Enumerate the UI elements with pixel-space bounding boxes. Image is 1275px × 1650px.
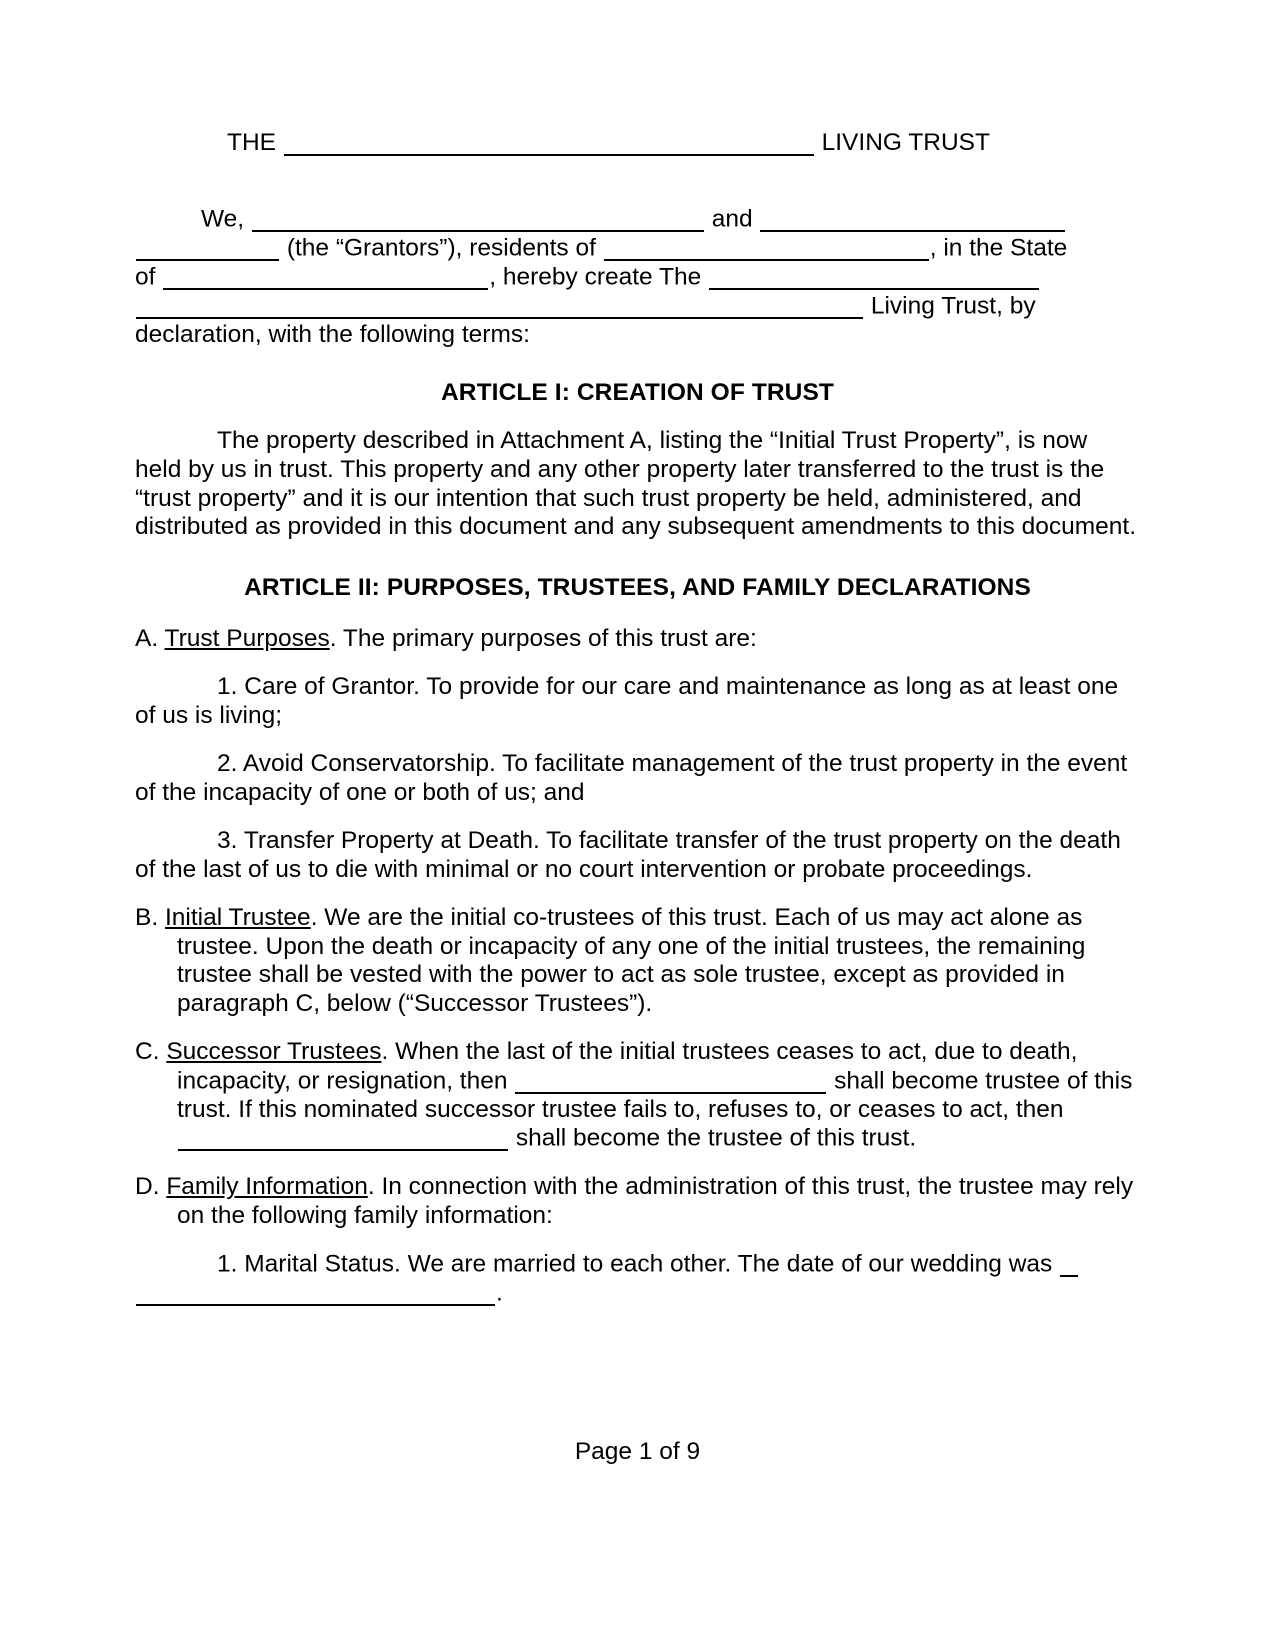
item-text: To provide for our care and maintenance as long as at least one of us is living;: [135, 673, 1119, 729]
title-suffix: LIVING TRUST: [821, 129, 990, 156]
section-a: [135, 625, 1140, 654]
intro-line-4: [135, 292, 1140, 321]
section-c-term: Successor Trustees: [166, 1038, 382, 1066]
item-text: To facilitate transfer of the trust property on the death of the last of us to die with minimal or no court intervention or probate proceedings.: [135, 827, 1121, 883]
item-text-1: We are married to each other. The date of our wedding was: [407, 1250, 1053, 1278]
blank-trust-name-title[interactable]: [284, 129, 814, 156]
blank-state[interactable]: [163, 263, 488, 290]
intro-livingtrust-label: Living Trust, by: [870, 292, 1036, 320]
item-text: To facilitate management of the trust property in the event of the incapacity of one or both of us; and: [135, 750, 1128, 806]
section-c-letter: C.: [135, 1038, 160, 1066]
section-b-letter: B.: [135, 904, 159, 932]
intro-line-2: [135, 234, 1140, 263]
intro-line-1: [135, 205, 1140, 234]
section-c-text-3: shall become the trustee of this trust.: [515, 1124, 917, 1152]
intro-paragraph: [135, 205, 1140, 349]
section-a-item-3: [135, 827, 1140, 884]
section-a-item-1: [135, 673, 1140, 730]
section-a-term: Trust Purposes: [164, 624, 330, 652]
document-title: [135, 128, 1140, 157]
item-number: 2.: [217, 750, 238, 778]
section-d-term: Family Information: [166, 1173, 368, 1201]
section-b-term: Initial Trustee: [164, 904, 311, 932]
section-b-text: . We are the initial co-trustees of this trust. Each of us may act alone as trustee. Upon the death or incapacity of any one of the initial trustees, the remaining trustee shall be vested with the power to act as sole trustee, except as provided in paragraph C, below (“Successor Trustees”).: [177, 904, 1086, 1017]
intro-grantors-label: (the “Grantors”), residents of: [286, 234, 596, 262]
article-1-heading: ARTICLE I: CREATION OF TRUST: [441, 379, 834, 407]
section-c: [135, 1038, 1140, 1153]
section-d-text: . In connection with the administration of this trust, the trustee may rely on the following family information:: [177, 1173, 1134, 1229]
item-title: Care of Grantor.: [244, 673, 420, 701]
intro-we-label: We,: [201, 205, 245, 233]
section-c-text-2: shall become trustee of this trust. If this nominated successor trustee fails to, refuses to, or ceases to act, then: [177, 1067, 1133, 1123]
section-a-item-2: [135, 750, 1140, 807]
item-number: 3.: [217, 827, 238, 855]
section-a-letter: A.: [135, 624, 159, 652]
item-title: Transfer Property at Death.: [243, 827, 540, 855]
section-d-letter: D.: [135, 1173, 160, 1201]
intro-and-label: and: [711, 205, 753, 233]
intro-line-5: declaration, with the following terms:: [135, 320, 530, 348]
blank-residence-city[interactable]: [604, 234, 929, 261]
item-title: Marital Status.: [244, 1250, 401, 1278]
title-prefix: THE: [227, 129, 276, 156]
section-d: [135, 1173, 1140, 1230]
blank-grantor-one[interactable]: [252, 205, 704, 232]
blank-grantor-two[interactable]: [760, 205, 1065, 232]
item-text-2: .: [496, 1279, 503, 1307]
intro-of-label: of: [135, 263, 156, 291]
item-number: 1.: [217, 673, 238, 701]
blank-wedding-date[interactable]: [136, 1279, 495, 1306]
blank-wedding-date-start[interactable]: [1060, 1250, 1078, 1277]
item-title: Avoid Conservatorship.: [242, 750, 496, 778]
section-d-item-1: [135, 1250, 1140, 1308]
item-number: 1.: [217, 1250, 238, 1278]
section-a-text: . The primary purposes of this trust are:: [329, 624, 757, 652]
blank-grantor-two-cont[interactable]: [136, 234, 279, 261]
intro-create-label: , hereby create The: [489, 263, 702, 291]
page-footer: [0, 1438, 1275, 1466]
blank-successor-trustee-2[interactable]: [178, 1124, 508, 1151]
page-number-label: Page 1 of 9: [574, 1438, 701, 1465]
blank-successor-trustee-1[interactable]: [515, 1067, 826, 1094]
section-c-text-1: . When the last of the initial trustees ceases to act, due to death, incapacity, or resignation, then: [177, 1038, 1078, 1095]
blank-trust-name-a[interactable]: [709, 263, 1039, 290]
blank-trust-name-b[interactable]: [136, 292, 863, 319]
article-1-body: The property described in Attachment A, listing the “Initial Trust Property”, is now held by us in trust. This property and any other property later transferred to the trust is the “trust property” and it is our intention that such trust property be held, administered, and distributed as provided in this document and any subsequent amendments to this document.: [135, 427, 1137, 541]
intro-state-label: , in the State: [929, 234, 1068, 262]
article-2-heading: ARTICLE II: PURPOSES, TRUSTEES, AND FAMILY DECLARATIONS: [244, 573, 1031, 601]
intro-line-3: [135, 263, 1140, 292]
section-b: [135, 904, 1140, 1018]
